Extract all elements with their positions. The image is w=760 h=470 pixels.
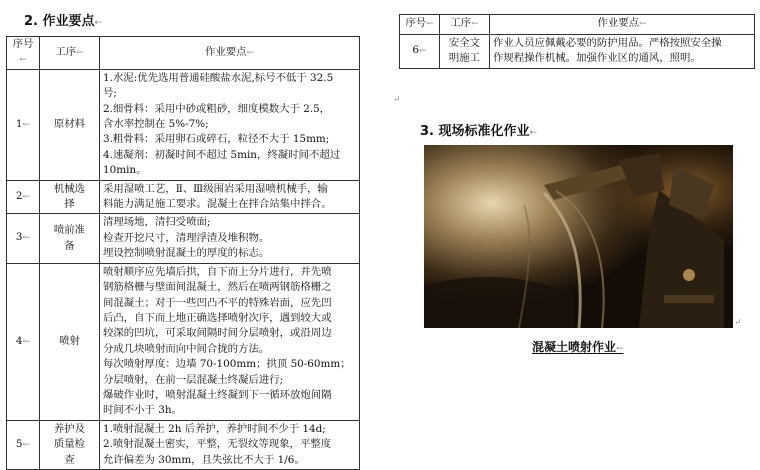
cell-mark: ← [22, 439, 31, 450]
points-cell [490, 35, 755, 69]
process-name: 养护及 [53, 422, 86, 435]
cell-mark: ← [22, 119, 31, 130]
points-line: 每次喷射厚度：边墙 70-100mm；拱顶 50-60mm； [103, 358, 351, 371]
table-row [7, 263, 360, 420]
row-no-cell [400, 35, 440, 69]
points-line: 分成几块喷射而向中间合拢的方法。 [103, 342, 270, 355]
cell-mark: ← [22, 191, 31, 202]
points-line: 分层喷射，在前一层混凝土终凝后进行; [103, 373, 284, 386]
points-line: 采用湿喷工艺，Ⅱ、Ⅲ级围岩采用湿喷机械手，输 [103, 182, 328, 195]
points-line: 1.水泥:优先选用普通硅酸盐水泥,标号不低于 32.5 [103, 71, 334, 84]
header-process: 工序← [40, 37, 100, 70]
points-line: 含水率控制在 5%-7%; [103, 118, 209, 131]
row-no: 1 [15, 117, 23, 130]
process-name: 质量检 [53, 438, 86, 451]
row-no: 5 [15, 437, 23, 450]
points-line: 4.速凝剂：初凝时间不超过 5min，终凝时间不超过 [103, 148, 341, 161]
points-line: 时间不小于 3h。 [103, 404, 182, 417]
process-name: 机械选 [53, 182, 86, 195]
points-line: 钢筋格栅与壁面间混凝土，然后在喷两钢筋格栅之 [103, 281, 332, 294]
header-points: 作业要点← [100, 37, 360, 70]
process-name: 查 [64, 453, 75, 466]
paragraph-mark: ↵ [734, 318, 742, 328]
table-row [400, 35, 755, 69]
table-header-row [7, 37, 360, 70]
shotcrete-photo [424, 145, 733, 328]
row-no-cell [7, 263, 40, 420]
row-no: 4 [15, 334, 23, 347]
header-process: 工序← [440, 15, 490, 35]
figure-caption: 混凝土喷射作业← [532, 340, 624, 354]
table-row [7, 214, 360, 263]
points-cell [100, 263, 360, 420]
process-name: 喷射 [59, 335, 80, 348]
points-line: 作业人员应佩戴必要的防护用品。严格按照安全操 [493, 37, 722, 49]
points-line: 3.粗骨料：采用卵石或碎石，粒径不大于 15mm; [103, 133, 330, 146]
process-cell [40, 420, 100, 469]
row-no-cell [7, 69, 40, 180]
cell-mark: ← [22, 336, 31, 347]
cell-mark: ← [22, 233, 31, 244]
section2-heading: 2. 作业要点← [24, 14, 103, 29]
process-name: 明施工 [448, 52, 481, 65]
row-no-cell [7, 214, 40, 263]
points-line: 爆破作业时，喷射混凝土终凝到下一循环放炮间隔 [103, 388, 332, 401]
row-no: 2 [15, 189, 23, 202]
process-cell [40, 214, 100, 263]
points-line: 作规程操作机械。加强作业区的通风，照明。 [493, 52, 701, 65]
table-row [7, 69, 360, 180]
points-line: 后凸，自下而上地正确选择喷射次序，遇到较大或 [103, 311, 332, 324]
points-line: 1.喷射混凝土 2h 后养护，养护时间不少于 14d; [103, 422, 326, 435]
process-name: 喷前准 [53, 224, 86, 237]
work-points-table [6, 36, 360, 470]
paragraph-mark: ↵ [393, 95, 401, 105]
points-line: 清理场地，清扫受喷面; [103, 216, 211, 229]
process-cell [40, 69, 100, 180]
row-no: 6 [412, 44, 420, 57]
row-no-cell [7, 180, 40, 214]
points-cell [100, 180, 360, 214]
points-cell [100, 214, 360, 263]
process-name: 原材料 [53, 118, 86, 131]
row-no: 3 [15, 231, 23, 244]
points-line: 2.细骨料：采用中砂或粗砂，细度模数大于 2.5， [103, 102, 331, 115]
row-no-cell [7, 420, 40, 469]
points-line: 间混凝土；对于一些凹凸不平的特殊岩面，应先凹 [103, 296, 332, 309]
header-no: 序号← [7, 37, 40, 70]
table-row [7, 420, 360, 469]
process-cell [440, 35, 490, 69]
header-points: 作业要点← [490, 15, 755, 35]
cell-mark: ← [419, 46, 427, 57]
process-name: 择 [64, 198, 75, 211]
points-line: 喷射顺序应先墙后拱，自下而上分片进行，并先喷 [103, 265, 332, 278]
points-line: 2.喷射混凝土密实，平整，无裂纹等现象，平整度 [103, 438, 332, 451]
table-row [7, 180, 360, 214]
points-cell [100, 420, 360, 469]
table-header-row [400, 15, 755, 35]
header-no: 序号← [400, 15, 440, 35]
work-points-table-cont [399, 14, 755, 69]
section3-heading: 3. 现场标准化作业← [420, 124, 538, 139]
points-line: 号; [103, 87, 117, 100]
process-cell [40, 263, 100, 420]
points-line: 埋设控制喷射混凝土的厚度的标志。 [103, 247, 270, 260]
points-cell [100, 69, 360, 180]
points-line: 10min。 [103, 164, 147, 177]
points-line: 较深的凹坑，可采取间隔时间分层喷射，或沿周边 [103, 327, 332, 340]
process-name: 备 [64, 239, 75, 252]
process-name: 安全文 [448, 37, 481, 49]
points-line: 料能力满足施工要求。混凝土在拌合站集中拌合。 [103, 198, 332, 211]
process-cell [40, 180, 100, 214]
points-line: 检查开挖尺寸，清理浮渣及堆积物。 [103, 231, 270, 244]
tunnel-shotcrete-photo-icon [424, 145, 733, 328]
points-line: 允许偏差为 30mm，且失弦比不大于 1/6。 [103, 453, 305, 466]
